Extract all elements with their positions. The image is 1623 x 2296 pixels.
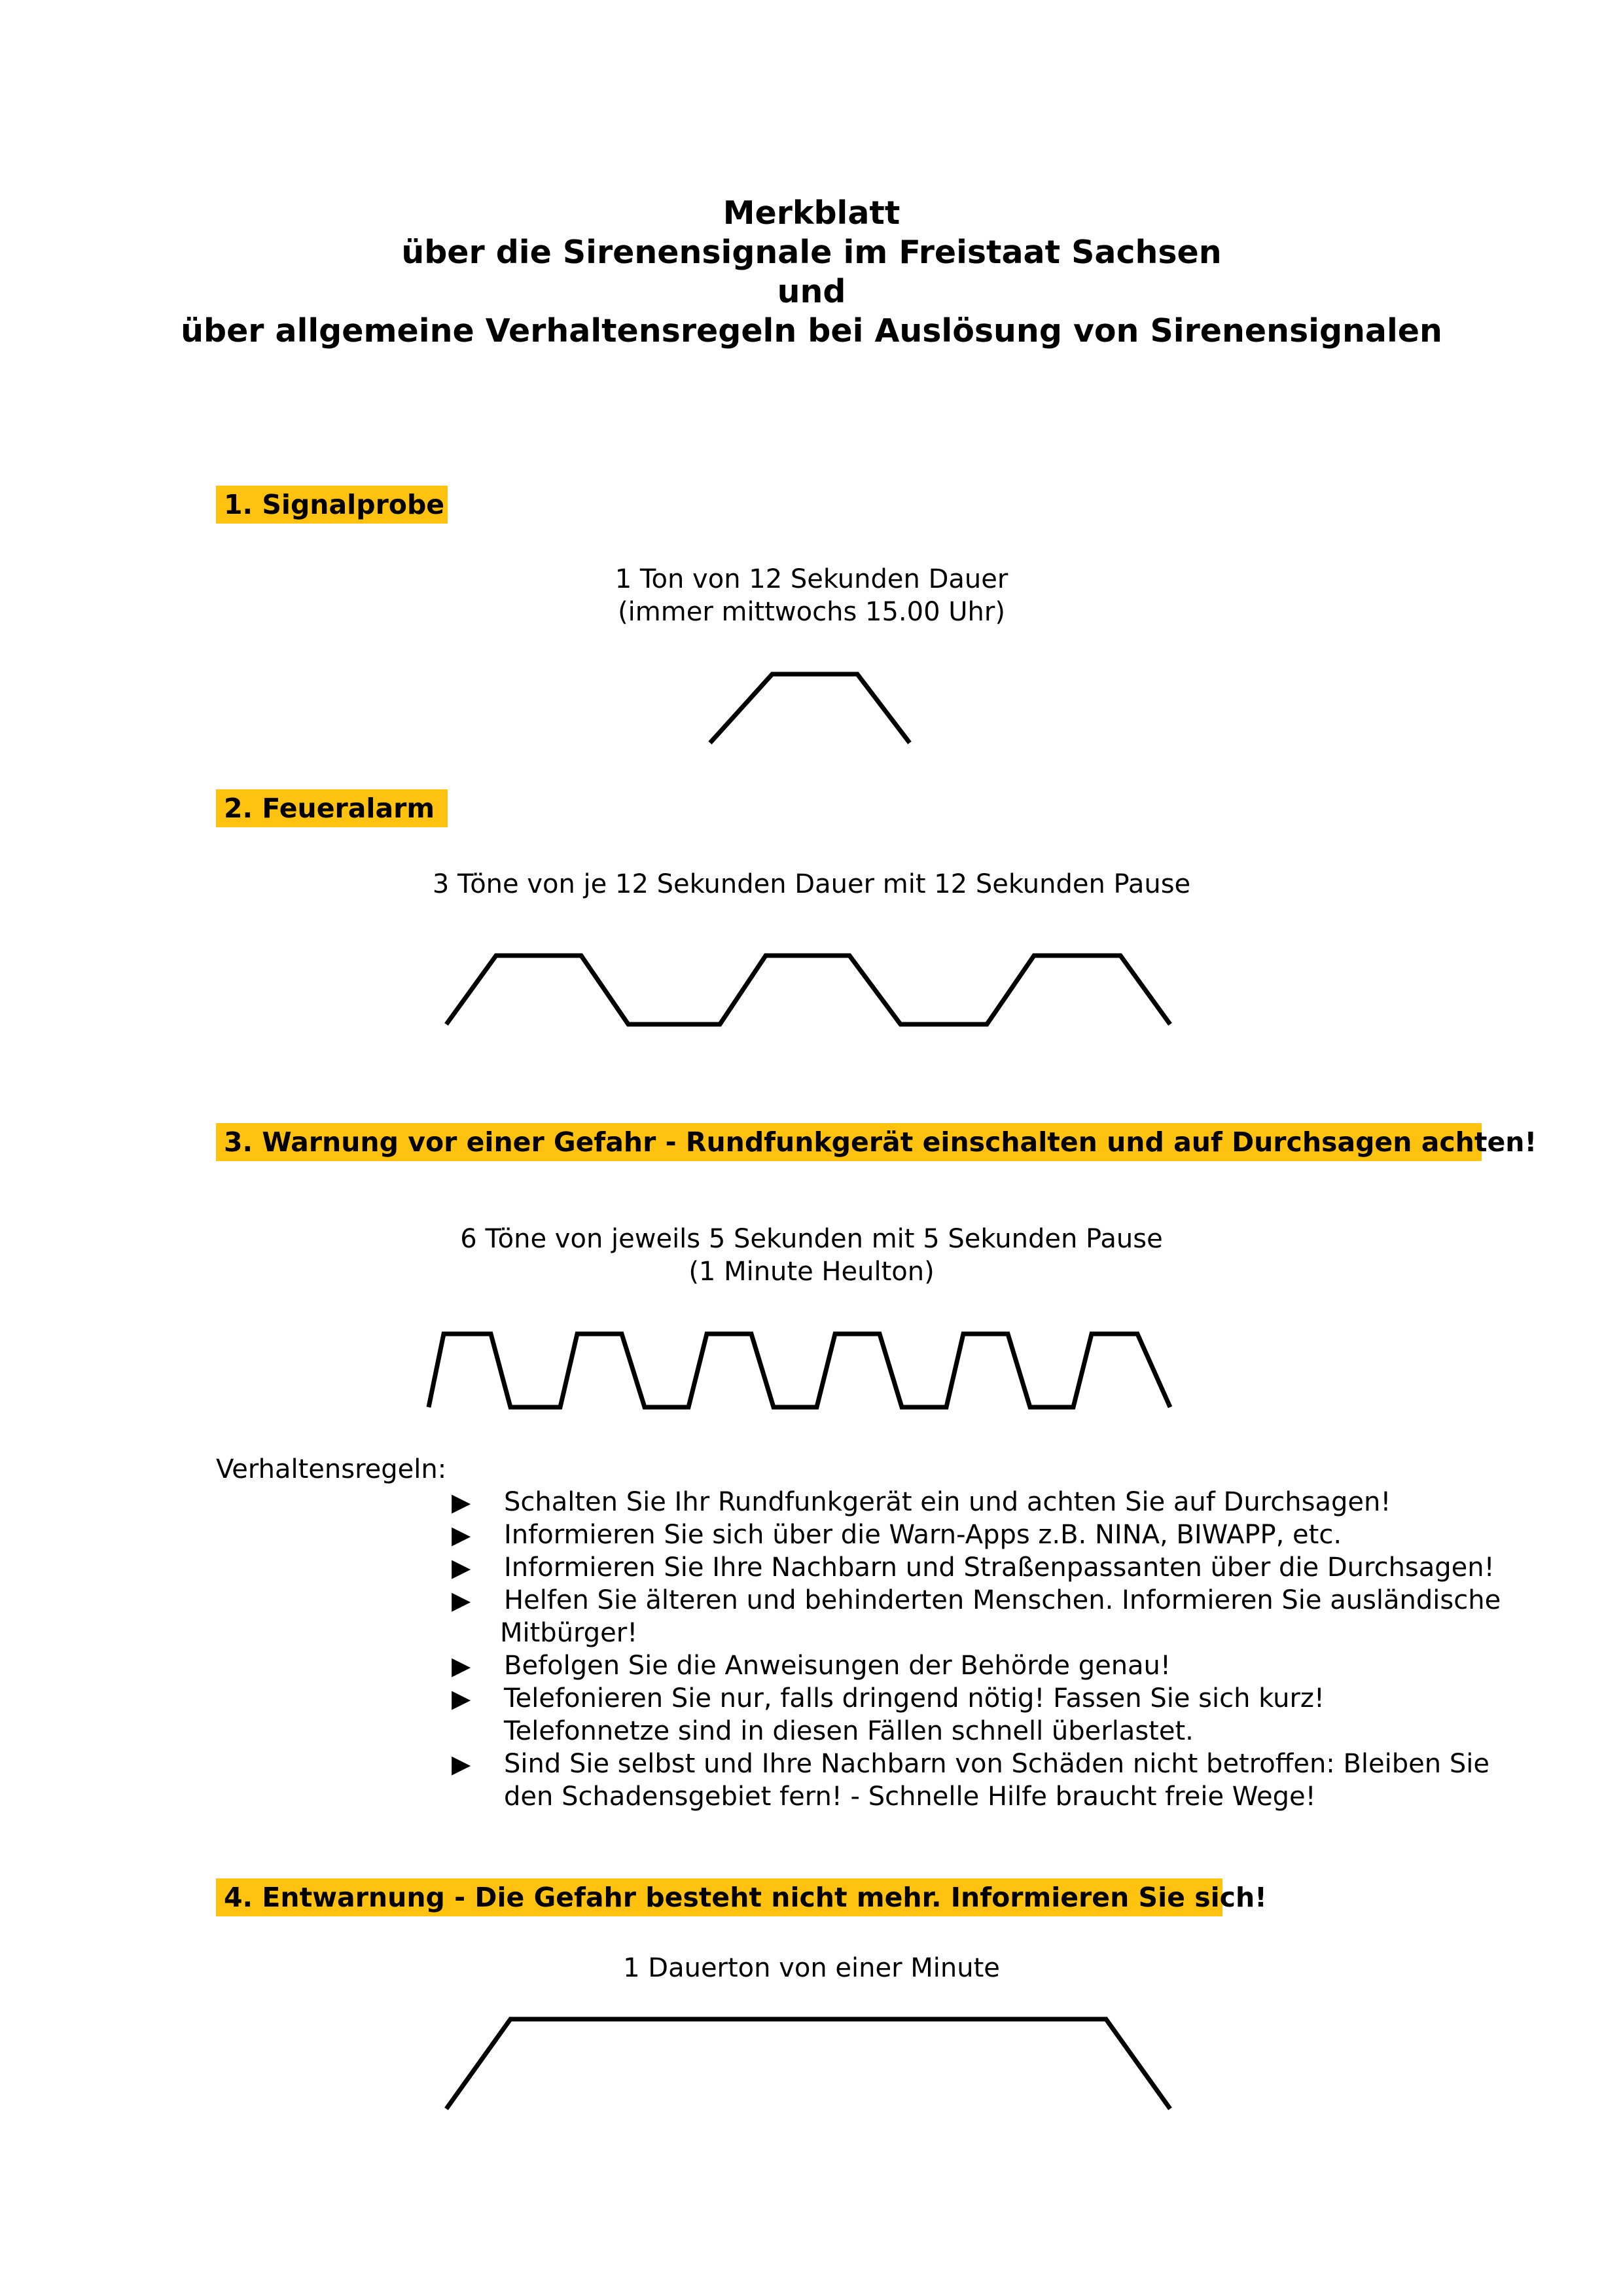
right-triangle-bullet-icon: ▶ xyxy=(452,1553,471,1582)
behavior-rules-label: Verhaltensregeln: xyxy=(216,1454,447,1484)
right-triangle-bullet-icon: ▶ xyxy=(452,1684,471,1713)
rule-text: Informieren Sie sich über die Warn-Apps z.B. NINA, BIWAPP, etc. xyxy=(504,1520,1342,1550)
section-heading-signalprobe: 1. Signalprobe xyxy=(216,486,448,524)
signalprobe-waveform xyxy=(710,674,910,743)
signalprobe-description-2: (immer mittwochs 15.00 Uhr) xyxy=(618,597,1005,627)
rule-text-continued: Mitbürger! xyxy=(500,1618,638,1648)
warnung-description-1: 6 Töne von jeweils 5 Sekunden mit 5 Sekunden Pause xyxy=(460,1224,1163,1254)
section-heading-feueralarm: 2. Feueralarm xyxy=(216,789,448,827)
rule-text: Befolgen Sie die Anweisungen der Behörde genau! xyxy=(504,1651,1171,1681)
rule-text: Helfen Sie älteren und behinderten Menschen. Informieren Sie ausländische xyxy=(504,1585,1501,1615)
rule-text-continued: Telefonnetze sind in diesen Fällen schnell überlastet. xyxy=(504,1716,1194,1746)
title-line-1: Merkblatt xyxy=(722,194,901,232)
title-line-3: und xyxy=(777,273,846,310)
title-line-4: über allgemeine Verhaltensregeln bei Auslösung von Sirenensignalen xyxy=(181,312,1442,350)
title-line-2: über die Sirenensignale im Freistaat Sachsen xyxy=(401,234,1222,271)
signalprobe-description-1: 1 Ton von 12 Sekunden Dauer xyxy=(615,564,1008,594)
right-triangle-bullet-icon: ▶ xyxy=(452,1749,471,1778)
entwarnung-waveform xyxy=(446,2019,1170,2109)
feueralarm-waveform xyxy=(446,956,1170,1024)
rule-text-continued: den Schadensgebiet fern! - Schnelle Hilfe braucht freie Wege! xyxy=(504,1782,1316,1812)
rule-text: Telefonieren Sie nur, falls dringend nötig! Fassen Sie sich kurz! xyxy=(504,1683,1325,1713)
feueralarm-description: 3 Töne von je 12 Sekunden Dauer mit 12 Sekunden Pause xyxy=(432,869,1191,899)
rule-text: Informieren Sie Ihre Nachbarn und Straßenpassanten über die Durchsagen! xyxy=(504,1552,1495,1583)
entwarnung-description: 1 Dauerton von einer Minute xyxy=(623,1953,1000,1983)
right-triangle-bullet-icon: ▶ xyxy=(452,1520,471,1549)
warnung-description-2: (1 Minute Heulton) xyxy=(688,1257,935,1287)
right-triangle-bullet-icon: ▶ xyxy=(452,1651,471,1680)
section-heading-entwarnung: 4. Entwarnung - Die Gefahr besteht nicht mehr. Informieren Sie sich! xyxy=(216,1878,1222,1916)
right-triangle-bullet-icon: ▶ xyxy=(452,1488,471,1516)
warnung-waveform xyxy=(429,1334,1170,1407)
rule-text: Sind Sie selbst und Ihre Nachbarn von Schäden nicht betroffen: Bleiben Sie xyxy=(504,1749,1489,1779)
right-triangle-bullet-icon: ▶ xyxy=(452,1586,471,1615)
section-heading-warnung: 3. Warnung vor einer Gefahr - Rundfunkgerät einschalten und auf Durchsagen achten! xyxy=(216,1123,1482,1161)
rule-text: Schalten Sie Ihr Rundfunkgerät ein und achten Sie auf Durchsagen! xyxy=(504,1487,1391,1517)
